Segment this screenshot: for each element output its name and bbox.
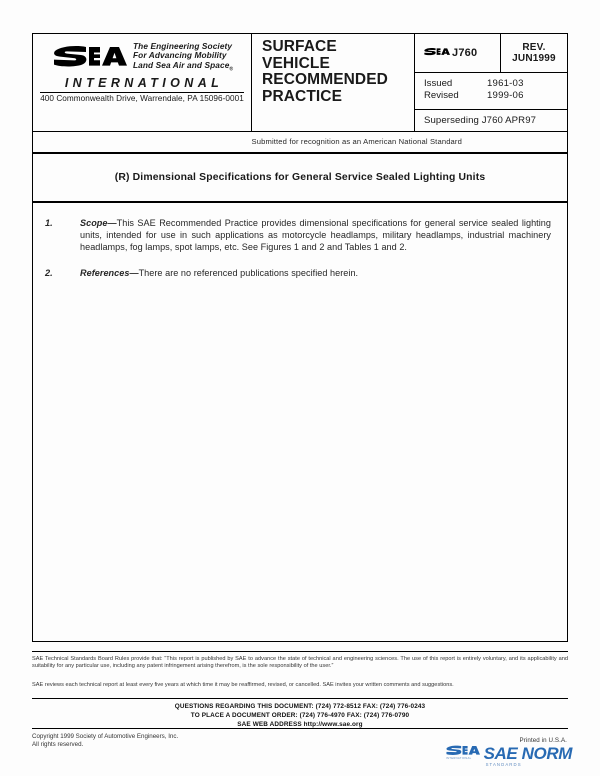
revised-value: 1999-06: [487, 90, 524, 101]
clause-references: [45, 267, 551, 279]
clause-scope-body: [80, 217, 551, 254]
clause-scope-heading: Scope: [80, 218, 108, 228]
page-title: (R) Dimensional Specifications for General Service Sealed Lighting Units: [114, 171, 486, 183]
document-number: J760: [452, 47, 478, 59]
doc-type-line-3: RECOMMENDED: [262, 71, 388, 88]
sae-logo-icon: [53, 43, 127, 74]
submitted-bar: [33, 131, 567, 153]
revision-label: REV.: [522, 41, 546, 53]
revision-cell: [501, 34, 567, 72]
superseding-text: Superseding J760 APR97: [424, 115, 537, 126]
clause-scope-dash: —: [107, 218, 117, 228]
doc-type-line-4: PRACTICE: [262, 87, 343, 105]
contact-order: TO PLACE A DOCUMENT ORDER: (724) 776-4970 FAX: (724) 776-0790: [190, 712, 410, 720]
clause-scope: [45, 217, 551, 254]
masthead-block: [32, 33, 568, 154]
tagline-line-2: For Advancing Mobility: [133, 50, 227, 61]
issued-label: Issued: [424, 78, 453, 89]
copyright-line-2: All rights reserved.: [32, 741, 84, 749]
watermark-text: SAE NORM: [483, 744, 572, 763]
clause-references-body: [80, 267, 551, 279]
sae-identity-cell: [33, 34, 252, 131]
printed-in-text: Printed in U.S.A.: [519, 737, 567, 744]
docnum-rev-row: [415, 34, 567, 73]
clause-references-heading: References: [80, 267, 130, 278]
clause-scope-number: 1.: [45, 218, 53, 228]
watermark-subtext: STANDARDS: [485, 762, 522, 767]
revision-value: JUN1999: [512, 53, 556, 64]
sae-international-wordmark: INTERNATIONAL: [64, 75, 224, 90]
contact-block: [32, 702, 568, 730]
watermark-wordmark: [483, 744, 572, 767]
dates-cell: [415, 73, 567, 106]
tagline-line-3: Land Sea Air and Space: [133, 59, 230, 70]
clause-references-text: There are no referenced publications specified herein.: [138, 267, 359, 278]
contact-web[interactable]: SAE WEB ADDRESS http://www.sae.org: [237, 721, 363, 729]
registered-mark-icon: ®: [229, 66, 234, 73]
document-meta-cell: [415, 34, 567, 131]
contact-questions: QUESTIONS REGARDING THIS DOCUMENT: (724) 772-8512 FAX: (724) 776-0243: [174, 703, 426, 710]
revised-label: Revised: [424, 90, 459, 101]
copyright-line-1: Copyright 1999 Society of Automotive Engineers, Inc.: [32, 733, 179, 740]
document-number-cell: [415, 34, 501, 72]
doc-type-line-1: SURFACE: [262, 38, 337, 55]
footer-divider-middle: [32, 698, 568, 699]
footer-divider-bottom: [32, 728, 568, 729]
sae-address: 400 Commonwealth Drive, Warrendale, PA 15096-0001: [40, 94, 244, 104]
issued-value: 1961-03: [487, 78, 524, 89]
clause-references-number: 2.: [45, 267, 53, 278]
sae-norm-watermark: [446, 742, 572, 767]
legal-disclaimer-2: SAE reviews each technical report at least every five years at which time it may be reaffirmed, revised, or cancelled. SAE invites your written comments and suggestions.: [32, 682, 454, 688]
footer-divider-top: [32, 651, 568, 652]
sae-tagline: [133, 42, 233, 75]
sae-logo-row: [39, 42, 245, 75]
submitted-note: Submitted for recognition as an American National Standard: [251, 137, 462, 146]
doc-type-line-2: VEHICLE: [262, 54, 330, 72]
document-body-box: [32, 202, 568, 642]
revised-row: [424, 90, 567, 102]
sae-small-logo-icon: [424, 44, 450, 62]
document-type-cell: [252, 34, 415, 131]
legal-disclaimer-1: SAE Technical Standards Board Rules provide that: “This report is published by SAE to advance the state of technical and engineering sciences. The use of this report is entirely voluntary, and its applicability and suitability for any particular use, including any patent infringement arising therefrom, is the sole responsibility of the user.”: [32, 656, 568, 670]
tagline-line-1: The Engineering Society: [133, 41, 233, 51]
issued-row: [424, 78, 567, 90]
masthead-top-row: [33, 34, 567, 131]
svg-text:INTERNATIONAL: INTERNATIONAL: [445, 756, 471, 760]
clause-references-dash: —: [129, 267, 139, 278]
watermark-sae-logo-icon: [446, 742, 480, 767]
document-title-box: [32, 152, 568, 202]
clause-scope-text: This SAE Recommended Practice provides dimensional specifications for general service sealed lighting units, intended for use in such applications as motorcycle headlamps, military headlamps, industrial machinery headlamps, fog lamps, spot lamps, etc. See Figures 1 and 2 and Tables 1 and 2.: [80, 218, 551, 253]
copyright-block: [32, 733, 178, 750]
